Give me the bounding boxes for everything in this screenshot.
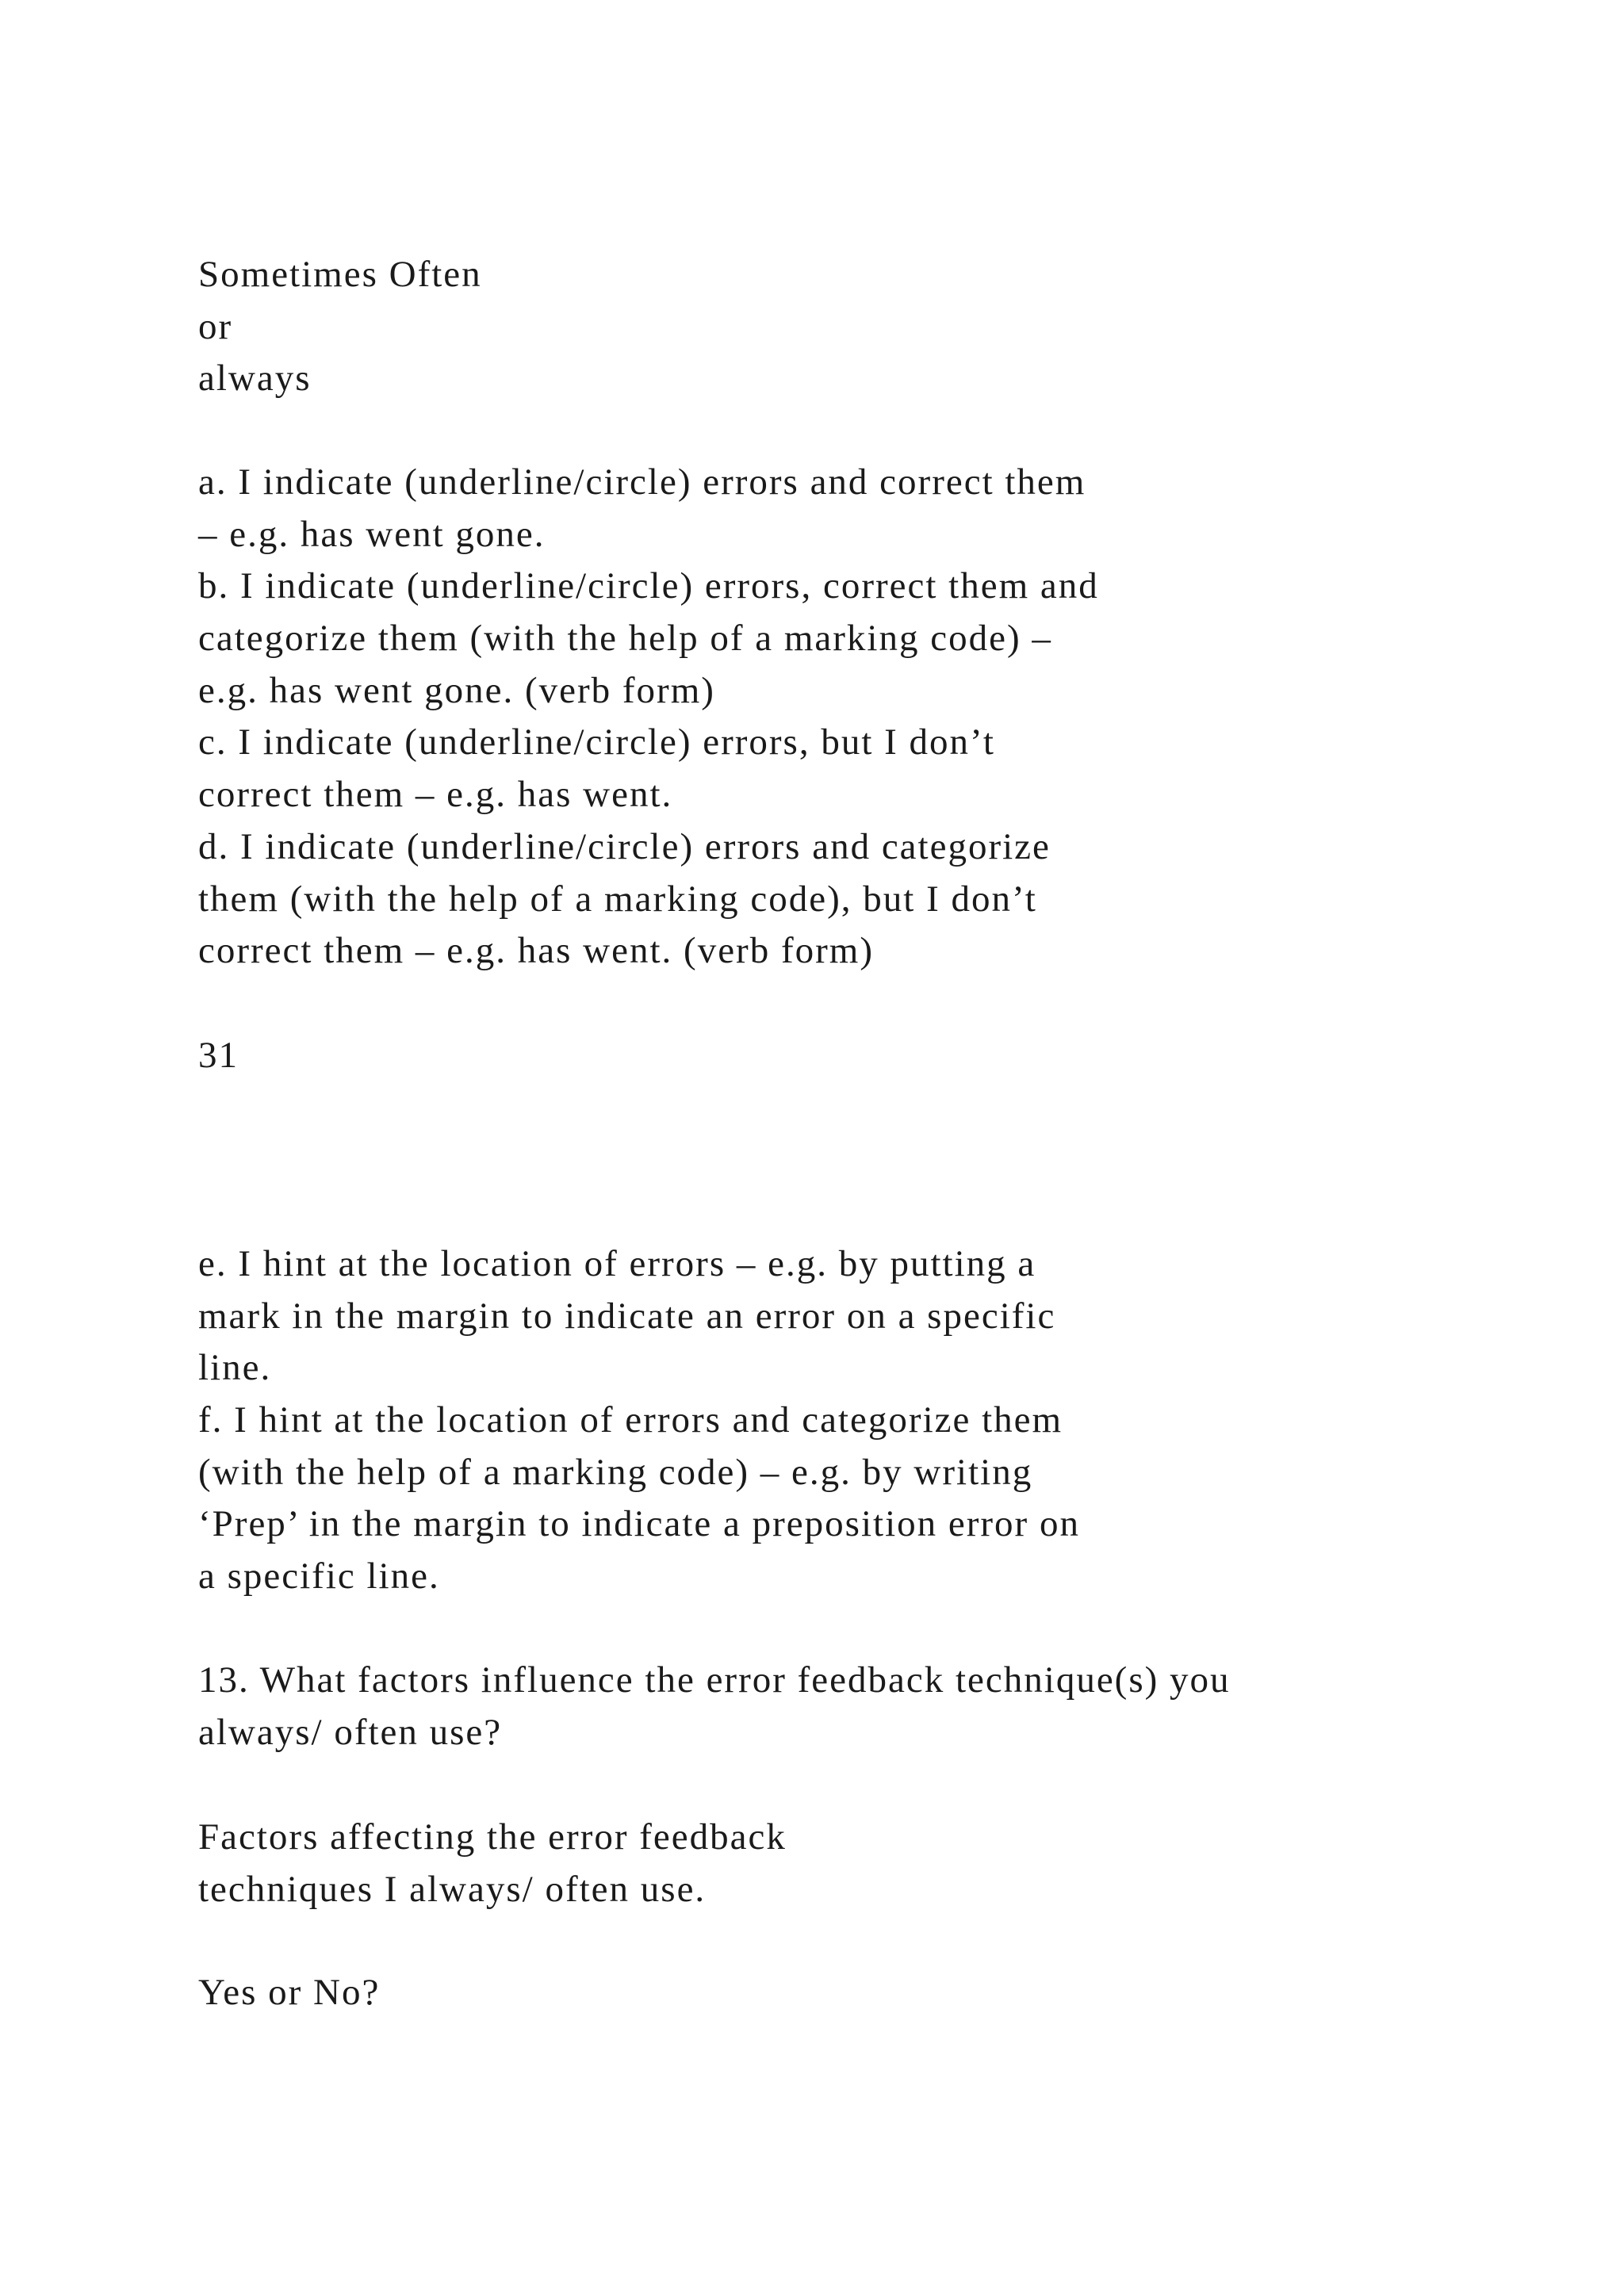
text-line: or: [198, 305, 233, 347]
text-line: correct them – e.g. has went. (verb form): [198, 930, 874, 972]
factors-heading: [198, 1812, 1546, 1915]
page-number-text: 31: [198, 1035, 239, 1076]
text-line: Sometimes Often: [198, 254, 482, 295]
text-line: line.: [198, 1347, 272, 1389]
text-line: always: [198, 358, 312, 400]
text-line: Yes or No?: [198, 1972, 381, 2013]
text-line: techniques I always/ often use.: [198, 1868, 707, 1910]
text-line: a. I indicate (underline/circle) errors and correct them: [198, 461, 1086, 503]
text-line: e.g. has went gone. (verb form): [198, 669, 715, 711]
feedback-technique-items-a-d: [198, 457, 1546, 978]
page-number: [198, 1030, 1546, 1082]
yes-no-prompt: [198, 1967, 1546, 2019]
text-line: mark in the margin to indicate an error on a specific: [198, 1295, 1056, 1337]
text-line: 13. What factors influence the error feedback technique(s) you: [198, 1659, 1231, 1701]
text-line: categorize them (with the help of a marking code) –: [198, 618, 1052, 660]
text-line: always/ often use?: [198, 1711, 503, 1753]
text-line: Factors affecting the error feedback: [198, 1816, 787, 1858]
text-line: f. I hint at the location of errors and categorize them: [198, 1399, 1063, 1441]
text-line: them (with the help of a marking code), but I don’t: [198, 878, 1037, 920]
frequency-column-header: [198, 249, 1546, 405]
text-line: a specific line.: [198, 1556, 440, 1598]
text-line: – e.g. has went gone.: [198, 513, 546, 555]
text-line: e. I hint at the location of errors – e.g. by putting a: [198, 1243, 1036, 1284]
feedback-technique-items-e-f: [198, 1238, 1546, 1603]
text-line: b. I indicate (underline/circle) errors, correct them and: [198, 565, 1099, 607]
text-line: ‘Prep’ in the margin to indicate a preposition error on: [198, 1503, 1080, 1545]
question-13: [198, 1655, 1546, 1758]
text-line: d. I indicate (underline/circle) errors and categorize: [198, 825, 1051, 867]
text-line: c. I indicate (underline/circle) errors, but I don’t: [198, 721, 995, 763]
text-line: (with the help of a marking code) – e.g. by writing: [198, 1451, 1033, 1493]
text-line: correct them – e.g. has went.: [198, 774, 673, 816]
